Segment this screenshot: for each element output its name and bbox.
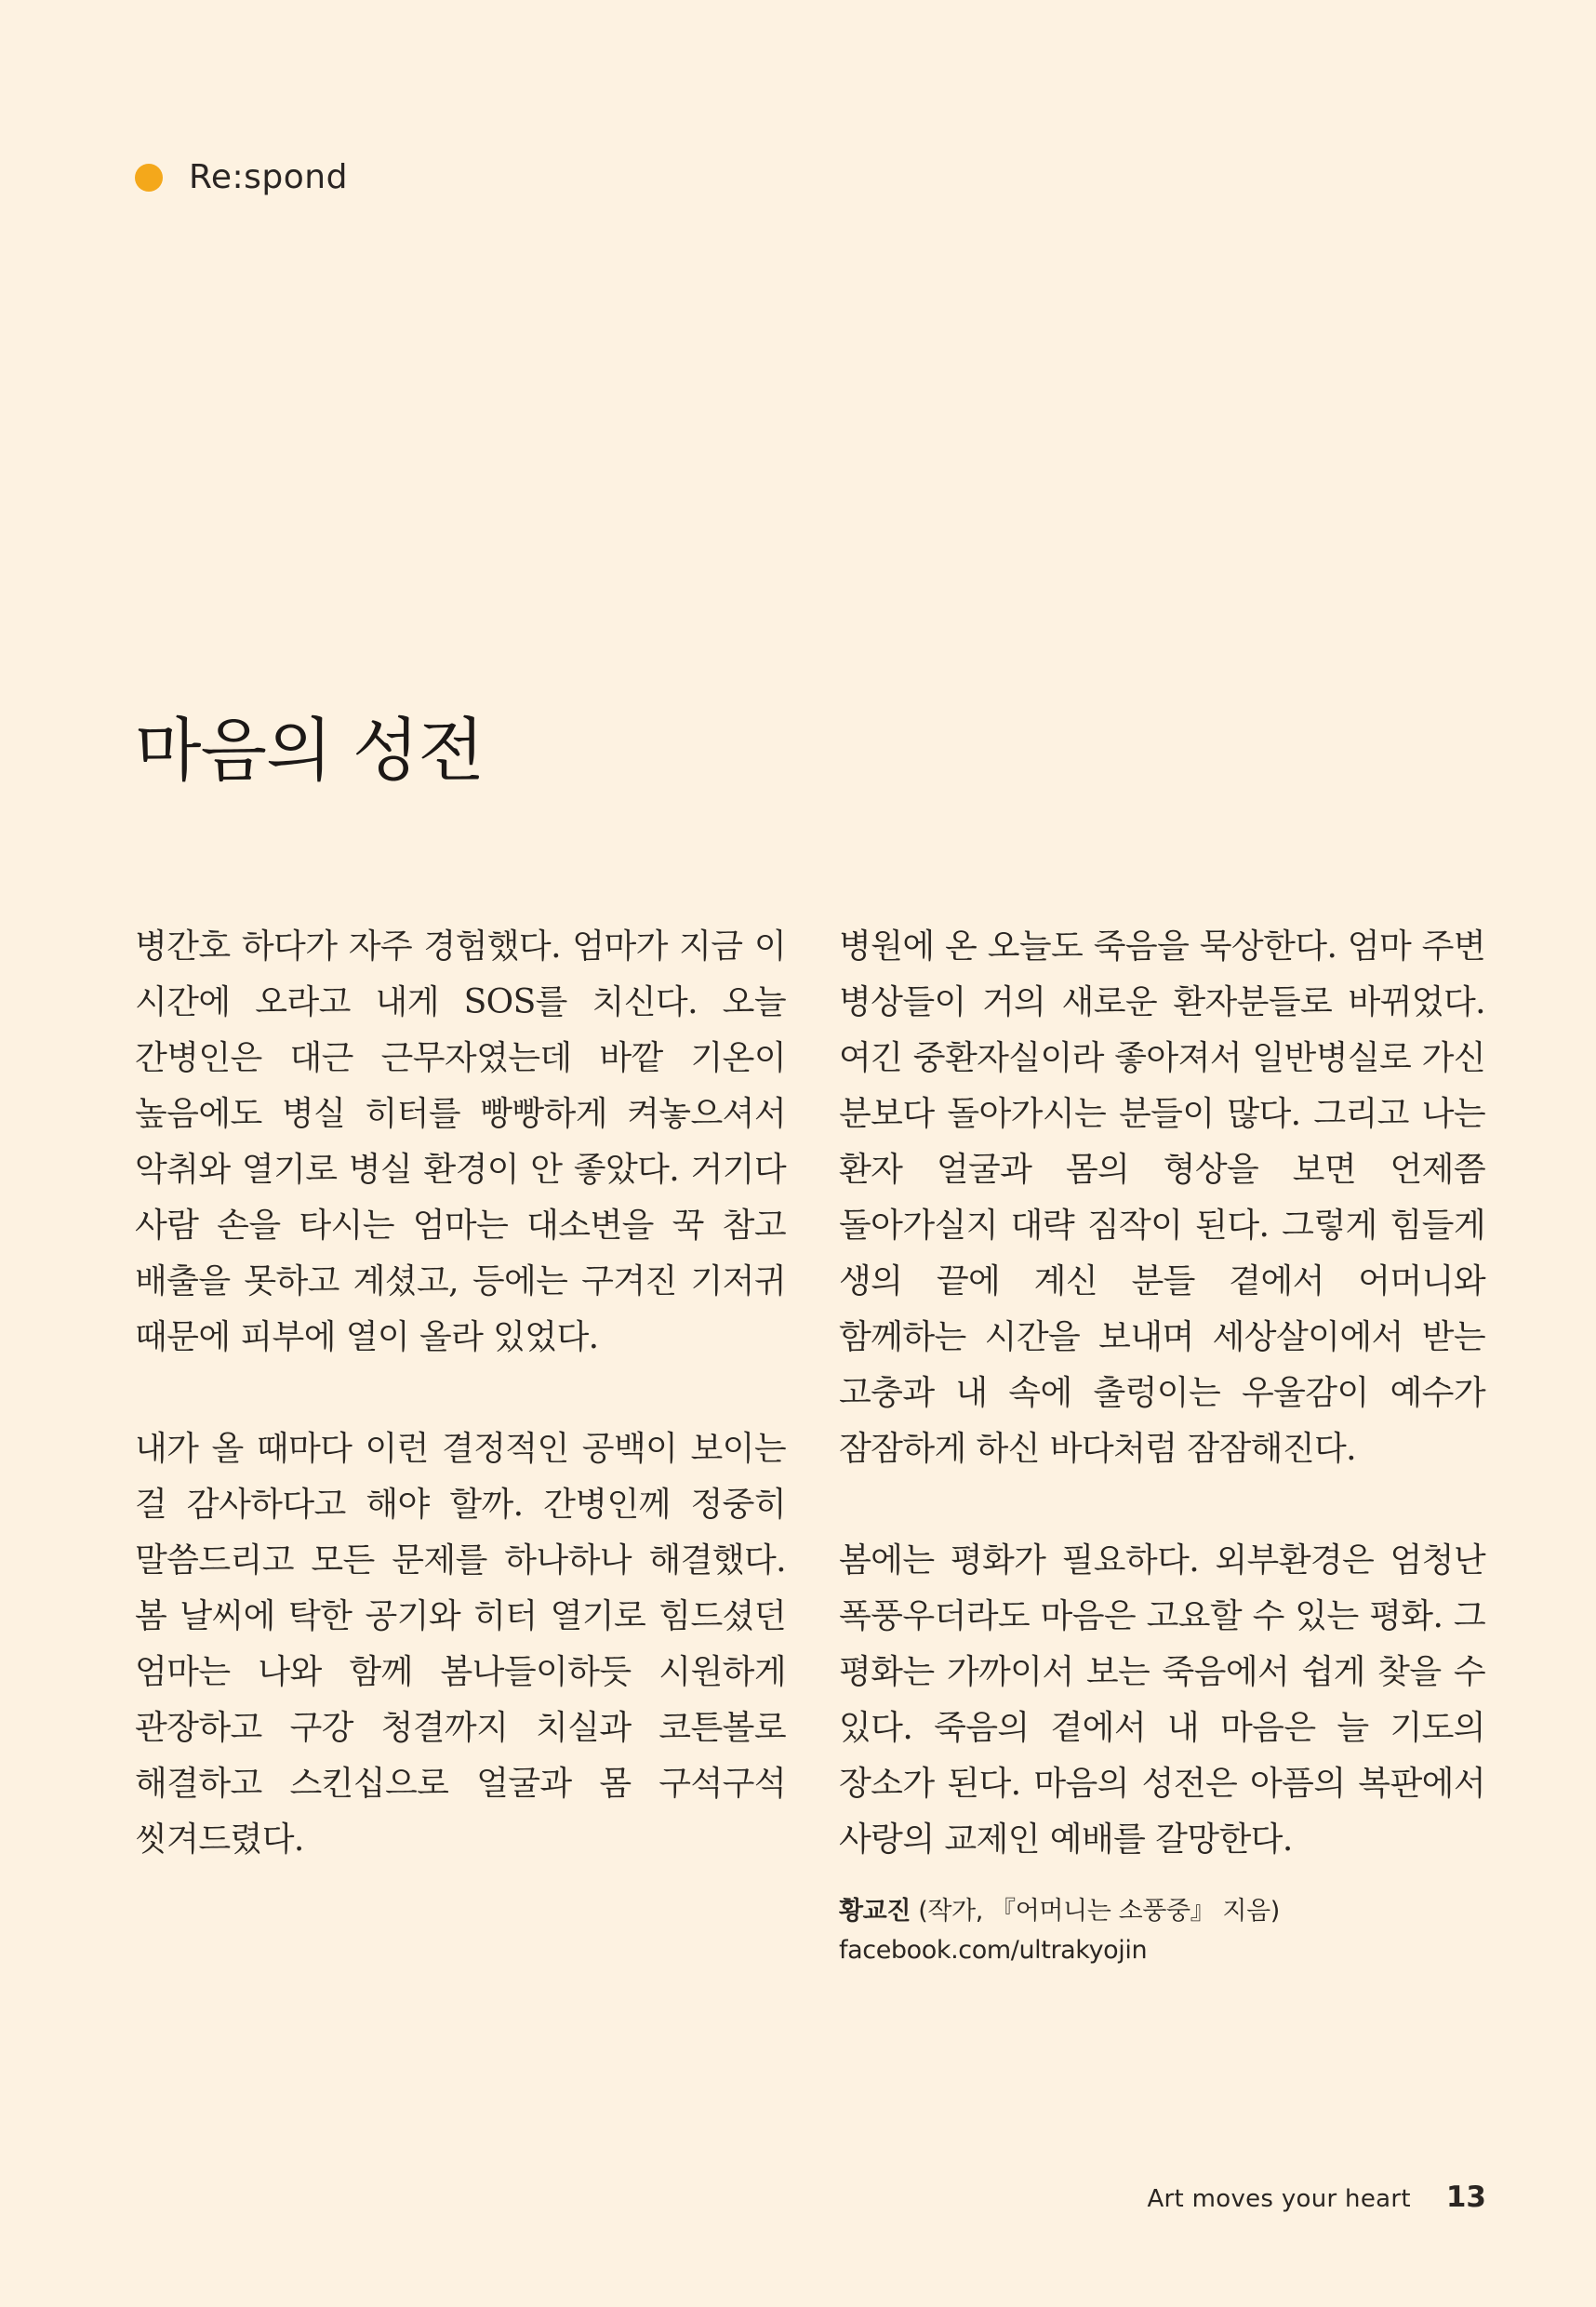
body-paragraph: 병간호 하다가 자주 경험했다. 엄마가 지금 이 시간에 오라고 내게 SOS를 치신다. 오늘 간병인은 대근 근무자였는데 바깥 기온이 높음에도 병실 히터를 빵빵하게 켜놓으셔서 악취와 열기로 병실 환경이 안 좋았다. 거기다 사람 손을 타시는 엄마는 대소변을 꾹 참고 배출을 못하고 계셨고, 등에는 구겨진 기저귀 때문에 피부에 열이 올라 있었다. [135, 927, 786, 1356]
body-paragraph: 병원에 온 오늘도 죽음을 묵상한다. 엄마 주변 병상들이 거의 새로운 환자분들로 바뀌었다. 여긴 중환자실이라 좋아져서 일반병실로 가신 분보다 돌아가시는 분들이 많다. 그리고 나는 환자 얼굴과 몸의 형상을 보면 언제쯤 돌아가실지 대략 짐작이 된다. 그렇게 힘들게 생의 끝에 계신 분들 곁에서 어머니와 함께하는 시간을 보내며 세상살이에서 받는 고충과 내 속에 출렁이는 우울감이 예수가 잠잠하게 하신 바다처럼 잠잠해진다. [839, 927, 1485, 1468]
author-name: 황교진 [839, 1897, 911, 1926]
section-label: Re:spond [189, 158, 348, 196]
body-paragraph: 내가 올 때마다 이런 결정적인 공백이 보이는 걸 감사하다고 해야 할까. 간병인께 정중히 말씀드리고 모든 문제를 하나하나 해결했다. 봄 날씨에 탁한 공기와 히터 열기로 힘드셨던 엄마는 나와 함께 봄나들이하듯 시원하게 관장하고 구강 청결까지 치실과 코튼볼로 해결하고 스킨십으로 얼굴과 몸 구석구석 씻겨드렸다. [135, 1430, 786, 1859]
bullet-dot-icon [135, 164, 163, 192]
section-header [135, 158, 348, 196]
article-column-right [839, 919, 1485, 1924]
author-line [839, 1892, 1280, 1931]
article-column-left [135, 919, 786, 1924]
author-url: facebook.com/ultrakyojin [839, 1936, 1148, 1965]
article-title: 마음의 성전 [135, 711, 484, 791]
page-number: 13 [1445, 2180, 1486, 2214]
footer-tagline: Art moves your heart [1147, 2185, 1411, 2213]
page-footer [1147, 2180, 1486, 2214]
body-paragraph: 봄에는 평화가 필요하다. 외부환경은 엄청난 폭풍우더라도 마음은 고요할 수 있는 평화. 그 평화는 가까이서 보는 죽음에서 쉽게 찾을 수 있다. 죽음의 곁에서 내 마음은 늘 기도의 장소가 된다. 마음의 성전은 아픔의 복판에서 사랑의 교제인 예배를 갈망한다. [839, 1541, 1485, 1859]
author-description: (작가, 『어머니는 소풍중』 지음) [911, 1897, 1280, 1926]
author-byline [839, 1892, 1280, 1970]
